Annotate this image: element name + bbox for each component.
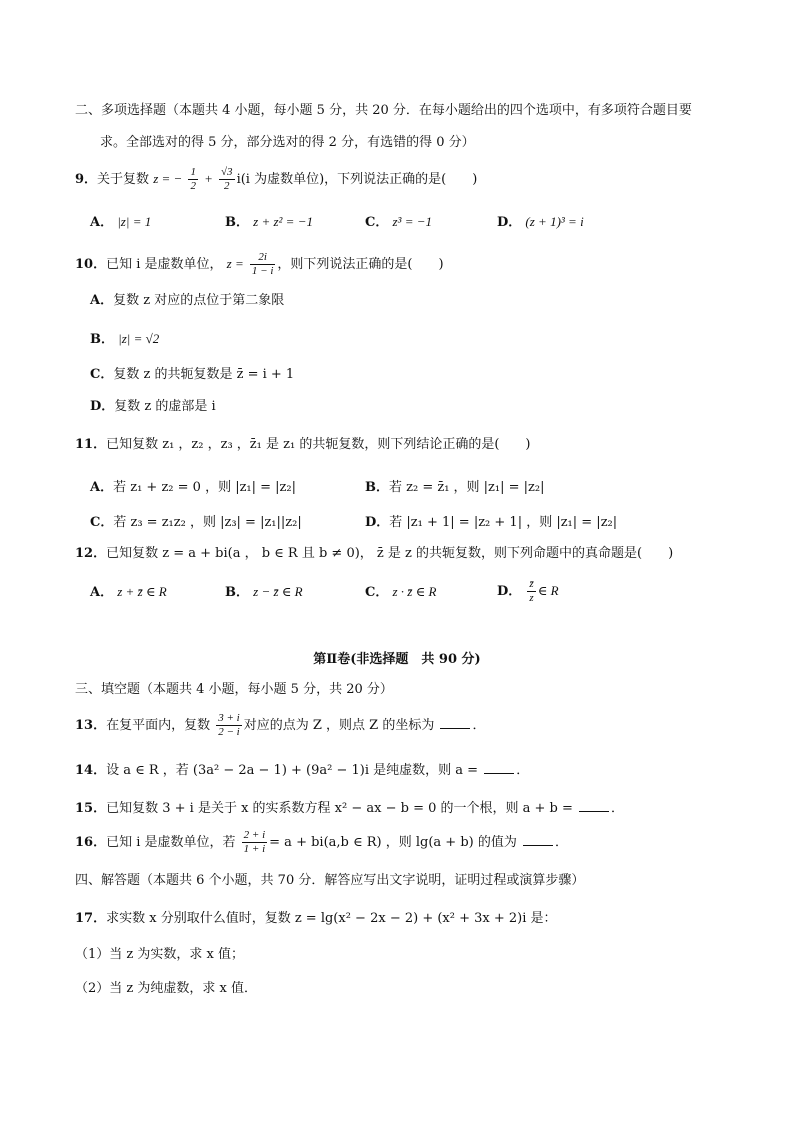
option-a: A． |z| = 1 — [90, 214, 152, 230]
question-text: 已知 i 是虚数单位， — [106, 257, 223, 272]
question-number: 13． — [75, 718, 107, 733]
question-9: 9．关于复数 z = − $\frac{1}{2}$ + $\frac{√3}{2}$ i(i 为虚数单位)，下列说法正确的是( ) — [75, 166, 478, 192]
question-number: 11． — [75, 437, 107, 452]
section2-heading-line2: 求。全部选对的得 5 分，部分选对的得 2 分，有选错的得 0 分） — [100, 135, 475, 150]
option-a: A．若 z₁ + z₂ = 0 ，则 |z₁| = |z₂| — [90, 480, 296, 495]
question-text-tail: 对应的点为 Z ，则点 Z 的坐标为 — [243, 718, 435, 733]
part-2-title: 第Ⅱ卷(非选择题 共 90 分) — [313, 652, 481, 667]
fraction: $\frac{1}{2}$ — [190, 166, 196, 192]
section2-heading-line1: 二、多项选择题（本题共 4 小题，每小题 5 分，共 20 分．在每小题给出的四个选项中，有多项符合题目要 — [75, 103, 692, 118]
question-12 — [75, 545, 673, 563]
answer-blank[interactable] — [440, 716, 470, 729]
sub-question-1: （1）当 z 为实数，求 x 值； — [75, 947, 244, 962]
question-number: 10． — [75, 257, 107, 272]
question-number: 14． — [75, 763, 107, 778]
question-number: 9． — [75, 172, 98, 187]
option-d: D．复数 z 的虚部是 i — [90, 399, 216, 414]
fraction: $\frac{3 + i}{2 - i}$ — [218, 712, 240, 738]
fraction: $\frac{√3}{2}$ — [221, 166, 233, 192]
answer-blank[interactable] — [579, 799, 609, 812]
question-text: 设 a ∈ R ，若 (3a² − 2a − 1) + (9a² − 1)i 是纯虚数，则 a = — [106, 763, 479, 778]
fraction: $\frac{2 + i}{1 + i}$ — [243, 829, 266, 855]
question-15: 15．已知复数 3 + i 是关于 x 的实系数方程 x² − ax − b = 0 的一个根，则 a + b = ． — [75, 801, 625, 816]
option-b: B． |z| = √2 — [90, 331, 160, 347]
question-16: 16．已知 i 是虚数单位，若 $\frac{2 + i}{1 + i}$ = a + bi(a,b ∈ R) ，则 lg(a + b) 的值为 ． — [75, 829, 568, 855]
question-11 — [75, 436, 530, 454]
question-text: 在复平面内，复数 — [106, 718, 211, 733]
option-c: C． z · z̄ ∈ R — [365, 584, 437, 600]
option-a: A． z + z̄ ∈ R — [90, 584, 167, 600]
answer-blank[interactable] — [484, 761, 514, 774]
question-text: 已知复数 z₁ ，z₂ ，z₃ ，z̄₁ 是 z₁ 的共轭复数，则下列结论正确的是( ) — [106, 437, 531, 452]
question-text-tail: ，则下列说法正确的是( ) — [277, 257, 444, 272]
option-b: B． z − z̄ ∈ R — [225, 584, 303, 600]
question-text: 已知 i 是虚数单位，若 — [106, 835, 236, 850]
option-d: D． $\frac{z̄}{z}$ ∈ R — [497, 578, 559, 604]
question-text-tail: i(i 为虚数单位)，下列说法正确的是( ) — [236, 172, 478, 187]
option-c: C． z³ = −1 — [365, 214, 433, 230]
question-text: 已知复数 3 + i 是关于 x 的实系数方程 x² − ax − b = 0 的一个根，则 a + b = — [106, 801, 573, 816]
question-13: 13．在复平面内，复数 $\frac{3 + i}{2 - i}$ 对应的点为 Z ，则点 Z 的坐标为 ． — [75, 712, 486, 738]
sub-question-2: （2）当 z 为纯虚数，求 x 值． — [75, 981, 257, 996]
section4-heading: 四、解答题（本题共 6 个小题，共 70 分．解答应写出文字说明，证明过程或演算步骤） — [75, 873, 585, 888]
question-number: 16． — [75, 835, 107, 850]
question-17 — [75, 910, 557, 928]
math-expr: z = − — [153, 171, 183, 186]
option-b: B．若 z₂ = z̄₁ ，则 |z₁| = |z₂| — [365, 480, 545, 495]
option-b: B． z + z² = −1 — [225, 214, 313, 230]
question-text: 求实数 x 分别取什么值时，复数 z = lg(x² − 2x − 2) + (x² + 3x + 2)i 是： — [106, 911, 557, 926]
question-14: 14．设 a ∈ R ，若 (3a² − 2a − 1) + (9a² − 1)i 是纯虚数，则 a = ． — [75, 763, 530, 778]
question-text-tail: = a + bi(a,b ∈ R) ，则 lg(a + b) 的值为 — [269, 835, 517, 850]
option-d: D．若 |z₁ + 1| = |z₂ + 1| ，则 |z₁| = |z₂| — [365, 515, 618, 530]
question-number: 15． — [75, 801, 107, 816]
section3-heading: 三、填空题（本题共 4 小题，每小题 5 分，共 20 分） — [75, 682, 393, 697]
fraction: $\frac{z̄}{z}$ — [529, 578, 534, 604]
option-c: C．若 z₃ = z₁z₂ ，则 |z₃| = |z₁||z₂| — [90, 515, 302, 530]
option-d: D． (z + 1)³ = i — [497, 214, 584, 230]
question-10: 10．已知 i 是虚数单位， z = $\frac{2i}{1 - i}$ ，则下列说法正确的是( ) — [75, 251, 444, 277]
answer-blank[interactable] — [523, 833, 553, 846]
question-number: 12． — [75, 546, 107, 561]
question-text: 关于复数 — [97, 172, 150, 187]
option-c: C．复数 z 的共轭复数是 z̄ = i + 1 — [90, 367, 295, 382]
question-number: 17． — [75, 911, 107, 926]
fraction: $\frac{2i}{1 - i}$ — [251, 251, 274, 277]
question-text: 已知复数 z = a + bi(a ， b ∈ R 且 b ≠ 0)， z̄ 是 z 的共轭复数，则下列命题中的真命题是( ) — [106, 546, 674, 561]
option-a: A．复数 z 对应的点位于第二象限 — [90, 293, 285, 308]
